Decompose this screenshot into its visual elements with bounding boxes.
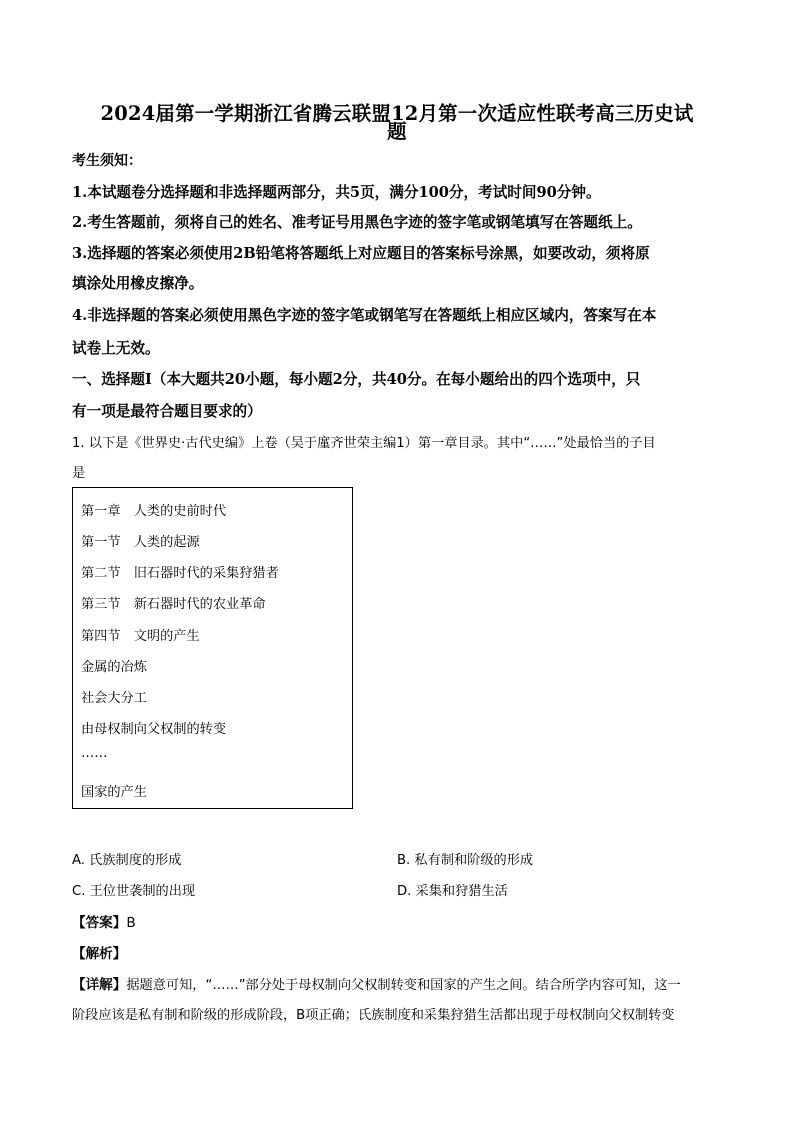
toc-item: …… [81,746,108,761]
analysis-line [72,942,126,962]
notice-item-4-continued: 试卷上无效。 [72,340,160,357]
option-d: D. 采集和狩猎生活 [397,884,508,899]
notice-item-3: 3.选择题的答案必须使用2B铅笔将答题纸上对应题目的答案标号涂黑，如要改动，须将原 [72,245,650,262]
notice-item-3-continued: 填涂处用橡皮擦净。 [72,275,204,292]
question-1-stem-continued: 是 [72,466,86,481]
answer-value: B [126,915,136,931]
section-heading-continued: 有一项是最符合题目要求的） [72,403,262,420]
notice-item-4: 4.非选择题的答案必须使用黑色字迹的签字笔或钢笔写在答题纸上相应区域内，答案写在本 [72,307,657,324]
answer-label: 【答案】 [72,915,127,931]
toc-item: 社会大分工 [81,691,147,706]
detail-line-1 [72,973,681,993]
option-a: A. 氏族制度的形成 [72,853,182,868]
detail-line-2: 阶段应该是私有制和阶级的形成阶段，B项正确；氏族制度和采集狩猎生活都出现于母权制向父权制转变 [72,1008,675,1023]
option-c: C. 王位世袭制的出现 [72,884,196,899]
toc-item: 第四节 文明的产生 [81,629,200,644]
answer-line [72,911,136,931]
notice-item-2: 2.考生答题前，须将自己的姓名、准考证号用黑色字迹的签字笔或钢笔填写在答题纸上。 [72,214,642,231]
toc-item: 第二节 旧石器时代的采集狩猎者 [81,566,279,581]
notice-heading: 考生须知： [72,153,142,169]
toc-item: 第一节 人类的起源 [81,535,200,550]
section-heading: 一、选择题Ⅰ（本大题共20小题，每小题2分，共40分。在每小题给出的四个选项中，只 [72,371,641,388]
table-of-contents-box [72,487,353,809]
toc-item: 金属的冶炼 [81,660,147,675]
toc-item: 第一章 人类的史前时代 [81,504,227,519]
analysis-label: 【解析】 [72,946,127,962]
notice-item-1: 1.本试题卷分选择题和非选择题两部分，共5页，满分100分，考试时间90分钟。 [72,184,601,201]
detail-text-1: 据题意可知，“……”部分处于母权制向父权制转变和国家的产生之间。结合所学内容可知，这一 [126,978,681,993]
toc-item: 第三节 新石器时代的农业革命 [81,597,266,612]
detail-label: 【详解】 [72,977,127,993]
question-1-stem: 1. 以下是《世界史·古代史编》上卷（吴于廑齐世荣主编1）第一章目录。其中“……”处最恰当的子目 [72,436,656,451]
toc-item: 国家的产生 [81,785,147,800]
page-title-continued: 题 [387,120,407,143]
page-title: 2024届第一学期浙江省腾云联盟12月第一次适应性联考高三历史试 [100,102,694,125]
option-b: B. 私有制和阶级的形成 [397,853,534,868]
toc-item: 由母权制向父权制的转变 [81,722,227,737]
